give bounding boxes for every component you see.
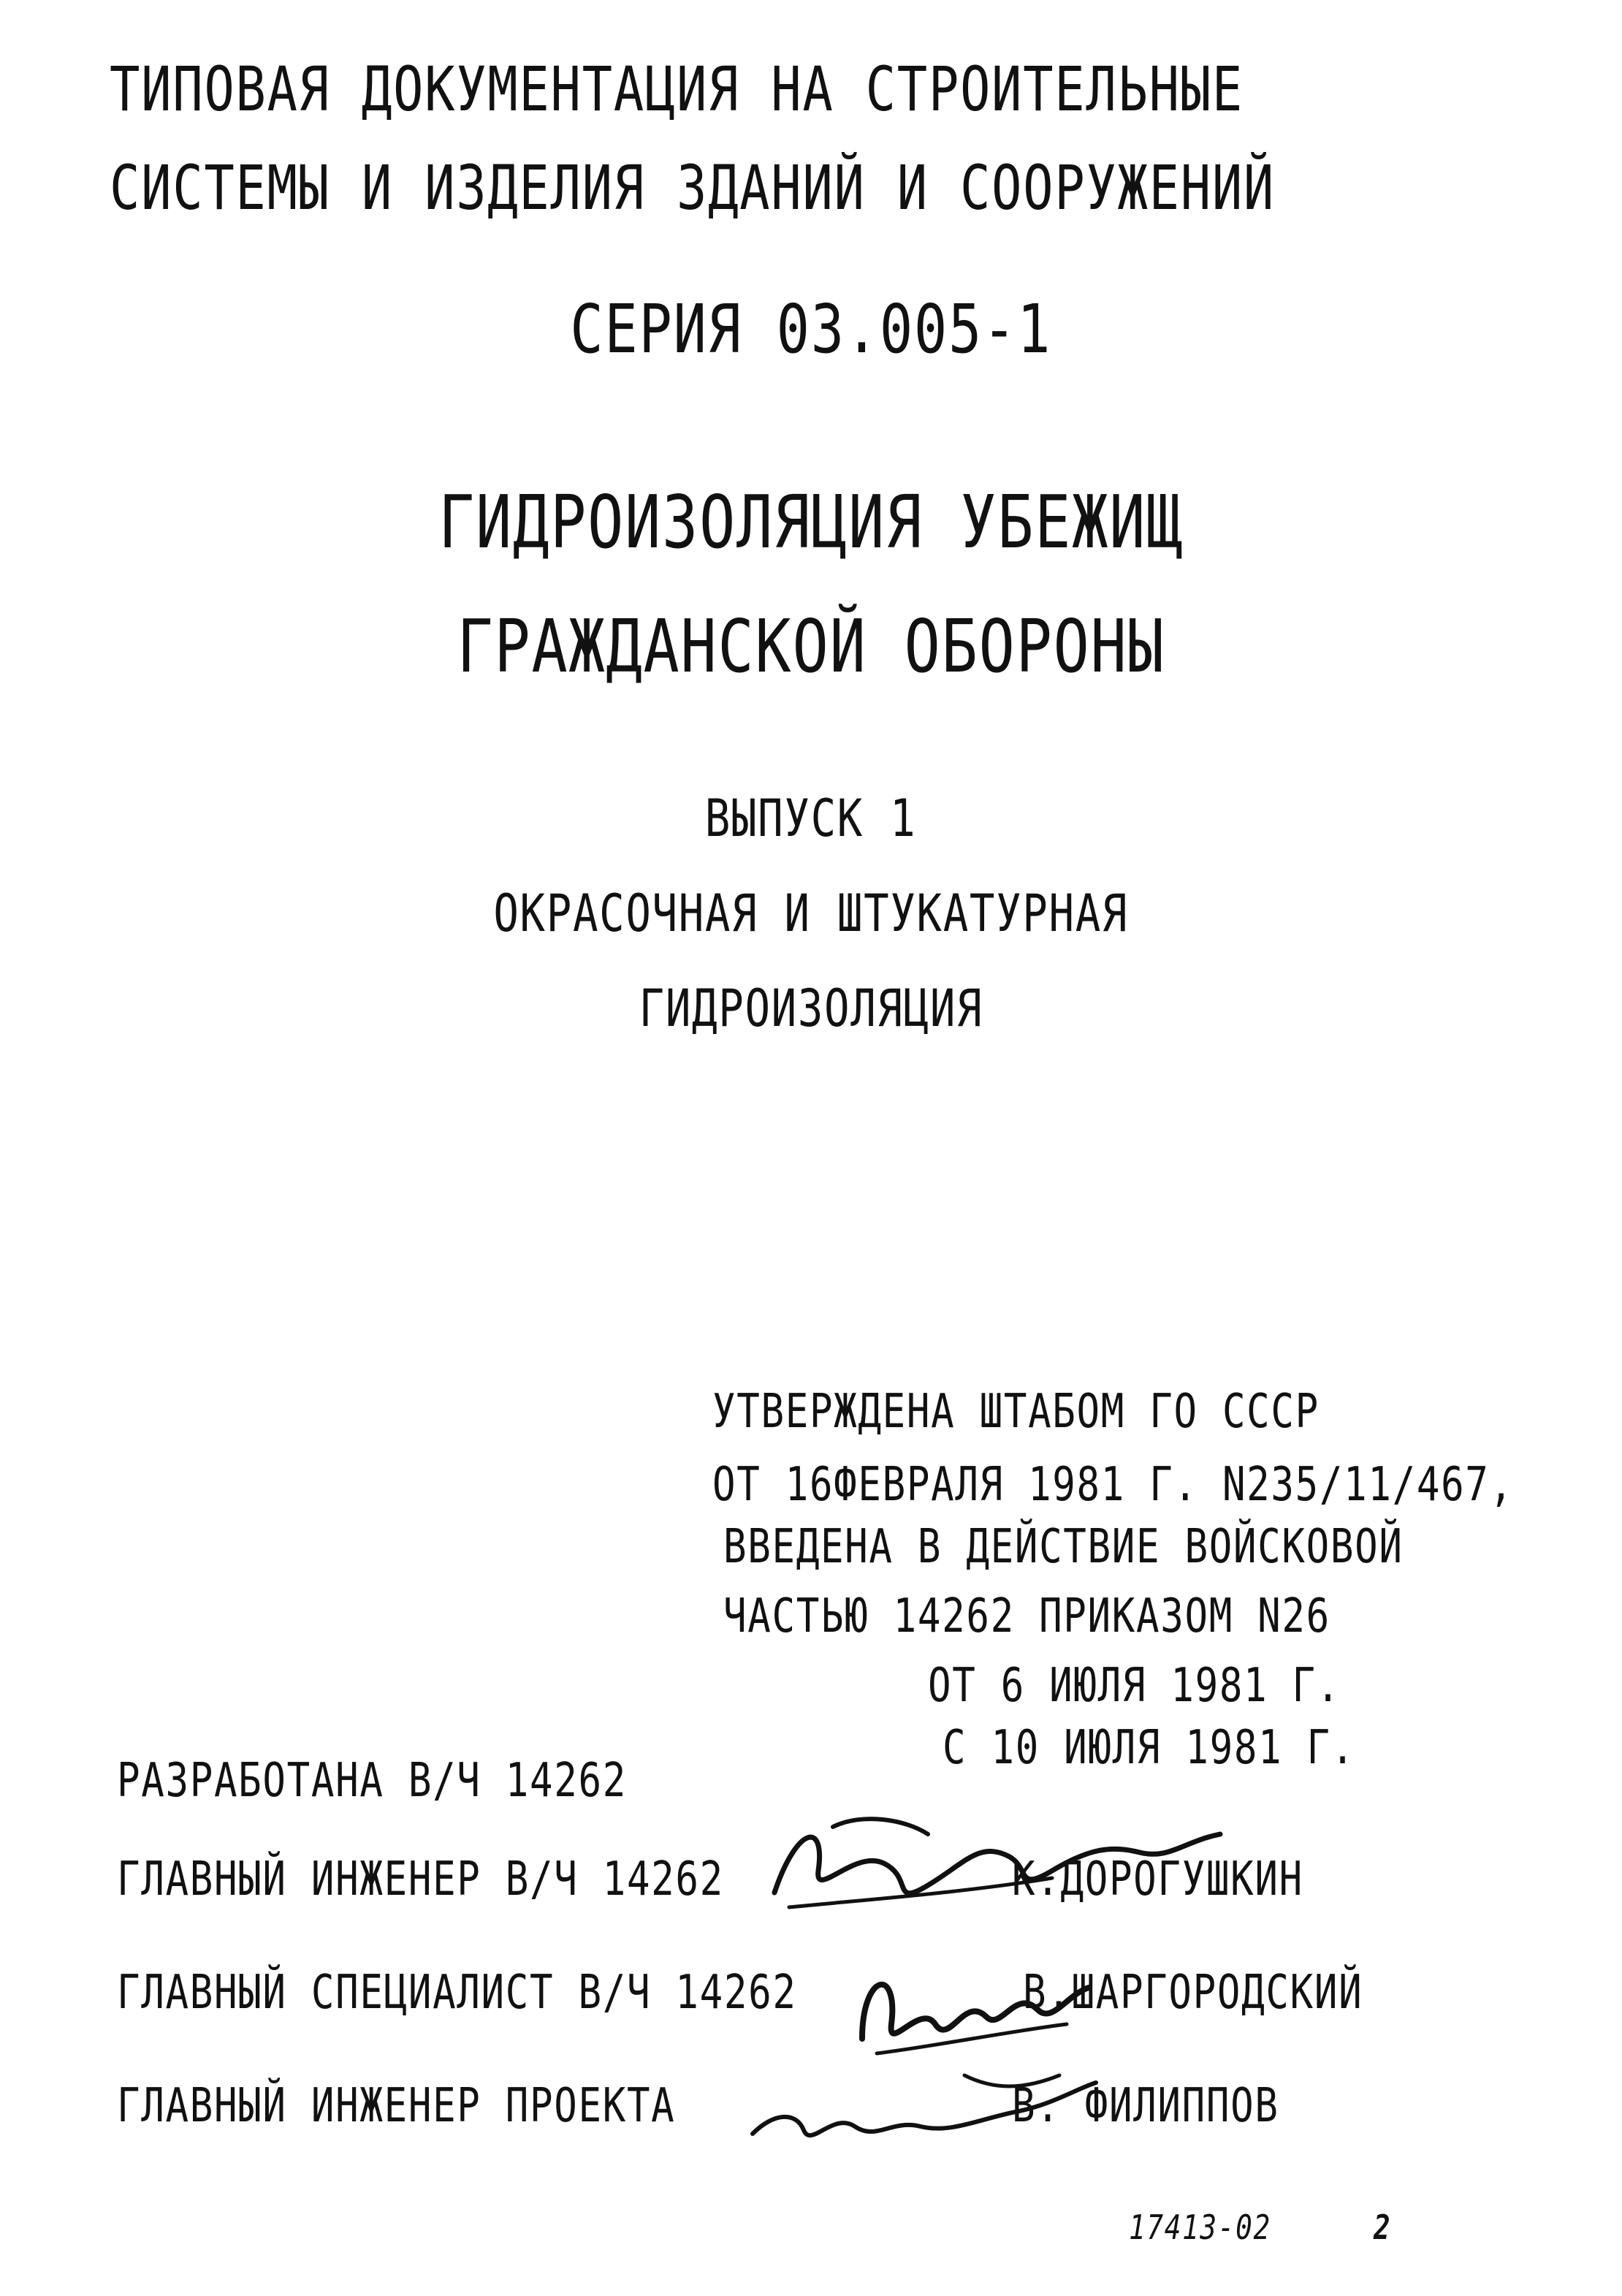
project-engineer-name: В. ФИЛИППОВ <box>1012 2079 1279 2133</box>
project-engineer-role: ГЛАВНЫЙ ИНЖЕНЕР ПРОЕКТА <box>117 2079 676 2133</box>
chief-engineer-role: ГЛАВНЫЙ ИНЖЕНЕР В/Ч 14262 <box>117 1852 724 1907</box>
issue-subtitle-line-1 <box>0 883 1622 943</box>
approval-line-6: С 10 ИЮЛЯ 1981 Г. <box>943 1721 1356 1775</box>
signature-shargorodsky <box>848 1944 1096 2068</box>
title-line-2 <box>0 604 1622 689</box>
chief-specialist-role: ГЛАВНЫЙ СПЕЦИАЛИСТ В/Ч 14262 <box>117 1966 797 2020</box>
title-line-1 <box>0 479 1622 565</box>
issue-subtitle-line-2-text: ГИДРОИЗОЛЯЦИЯ <box>639 978 983 1038</box>
issue-number-text: ВЫПУСК 1 <box>705 788 917 848</box>
approval-line-3: ВВЕДЕНА В ДЕЙСТВИЕ ВОЙСКОВОЙ <box>723 1520 1404 1574</box>
chief-engineer-name: К.ДОРОГУШКИН <box>1012 1852 1303 1907</box>
page-number: 2 <box>1374 2208 1392 2247</box>
approval-line-5: ОТ 6 ИЮЛЯ 1981 Г. <box>928 1659 1341 1713</box>
header-line-1: ТИПОВАЯ ДОКУМЕНТАЦИЯ НА СТРОИТЕЛЬНЫЕ <box>110 53 1244 125</box>
header-line-2: СИСТЕМЫ И ИЗДЕЛИЯ ЗДАНИЙ И СООРУЖЕНИЙ <box>110 152 1276 224</box>
issue-number <box>0 788 1622 848</box>
issue-subtitle-line-1-text: ОКРАСОЧНАЯ И ШТУКАТУРНАЯ <box>493 883 1129 943</box>
signature-dorogushkin <box>745 1783 1242 1929</box>
title-line-1-text: ГИДРОИЗОЛЯЦИЯ УБЕЖИЩ <box>438 479 1184 565</box>
series-number-text: СЕРИЯ 03.005-1 <box>570 290 1052 368</box>
developed-by: РАЗРАБОТАНА В/Ч 14262 <box>117 1754 627 1808</box>
title-line-2-text: ГРАЖДАНСКОЙ ОБОРОНЫ <box>457 604 1165 689</box>
approval-line-4: ЧАСТЬЮ 14262 ПРИКАЗОМ N26 <box>723 1589 1330 1643</box>
issue-subtitle-line-2 <box>0 978 1622 1038</box>
chief-specialist-name: В.ШАРГОРОДСКИЙ <box>1023 1966 1363 2020</box>
approval-line-2: ОТ 16ФЕВРАЛЯ 1981 Г. N235/11/467, <box>712 1458 1514 1512</box>
doc-number: 17413-02 <box>1129 2208 1271 2247</box>
approval-line-1: УТВЕРЖДЕНА ШТАБОМ ГО СССР <box>712 1385 1320 1439</box>
series-number <box>0 290 1622 368</box>
signature-filippov <box>745 2061 1111 2170</box>
